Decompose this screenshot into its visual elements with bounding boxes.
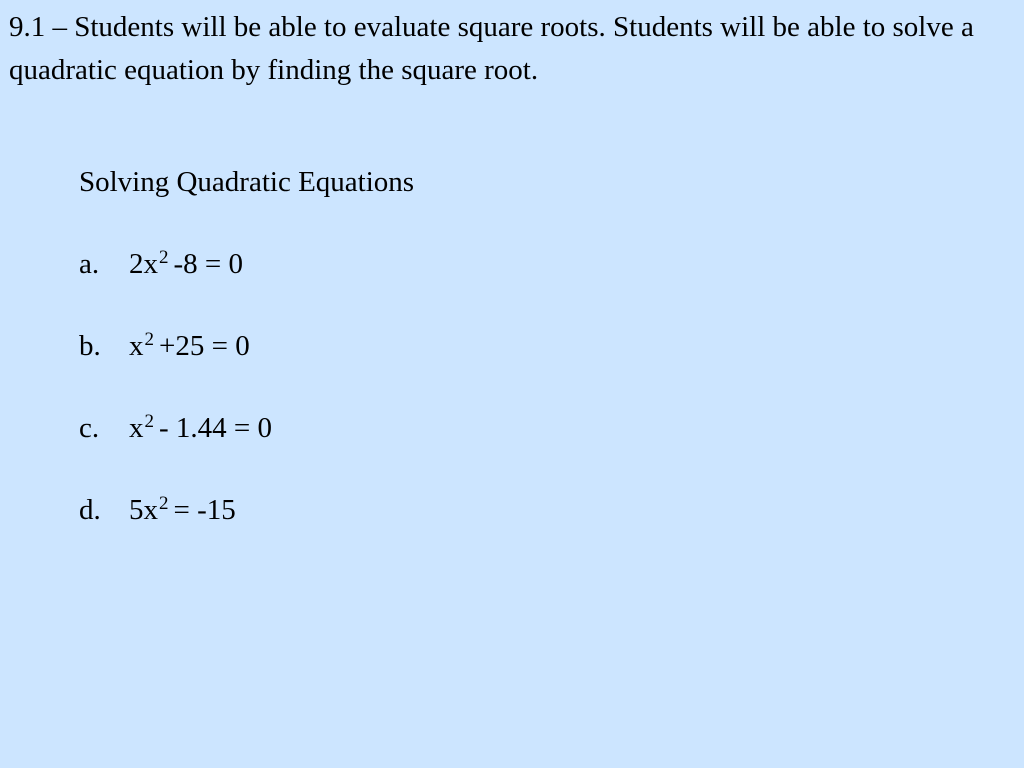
equation-rest: +25 = 0 (159, 330, 250, 362)
equation-term: 5x (129, 494, 158, 526)
exponent: 2 (144, 329, 154, 350)
problem-item-c (79, 406, 979, 450)
section-heading: Solving Quadratic Equations (79, 166, 415, 198)
exponent: 2 (159, 493, 169, 514)
problem-letter: a. (79, 248, 100, 280)
problem-letter: c. (79, 412, 100, 444)
problem-equation (129, 406, 272, 454)
equation-rest: = -15 (173, 494, 236, 526)
objective-text: 9.1 – Students will be able to evaluate square roots. Students will be able to solve a quadratic equation by finding the square root. (9, 11, 974, 86)
problem-item-a (79, 242, 979, 286)
problem-item-d (79, 488, 979, 532)
problem-letter: d. (79, 494, 101, 526)
problem-equation (129, 488, 236, 536)
problem-section (79, 160, 979, 570)
equation-term: 2x (129, 248, 158, 280)
equation-term: x (129, 412, 144, 444)
exponent: 2 (159, 247, 169, 268)
problem-equation (129, 242, 243, 290)
problem-letter: b. (79, 330, 101, 362)
exponent: 2 (144, 411, 154, 432)
problem-equation (129, 324, 250, 372)
equation-rest: -8 = 0 (173, 248, 244, 280)
problem-list (79, 242, 979, 532)
equation-term: x (129, 330, 144, 362)
problem-item-b (79, 324, 979, 368)
equation-rest: - 1.44 = 0 (159, 412, 273, 444)
